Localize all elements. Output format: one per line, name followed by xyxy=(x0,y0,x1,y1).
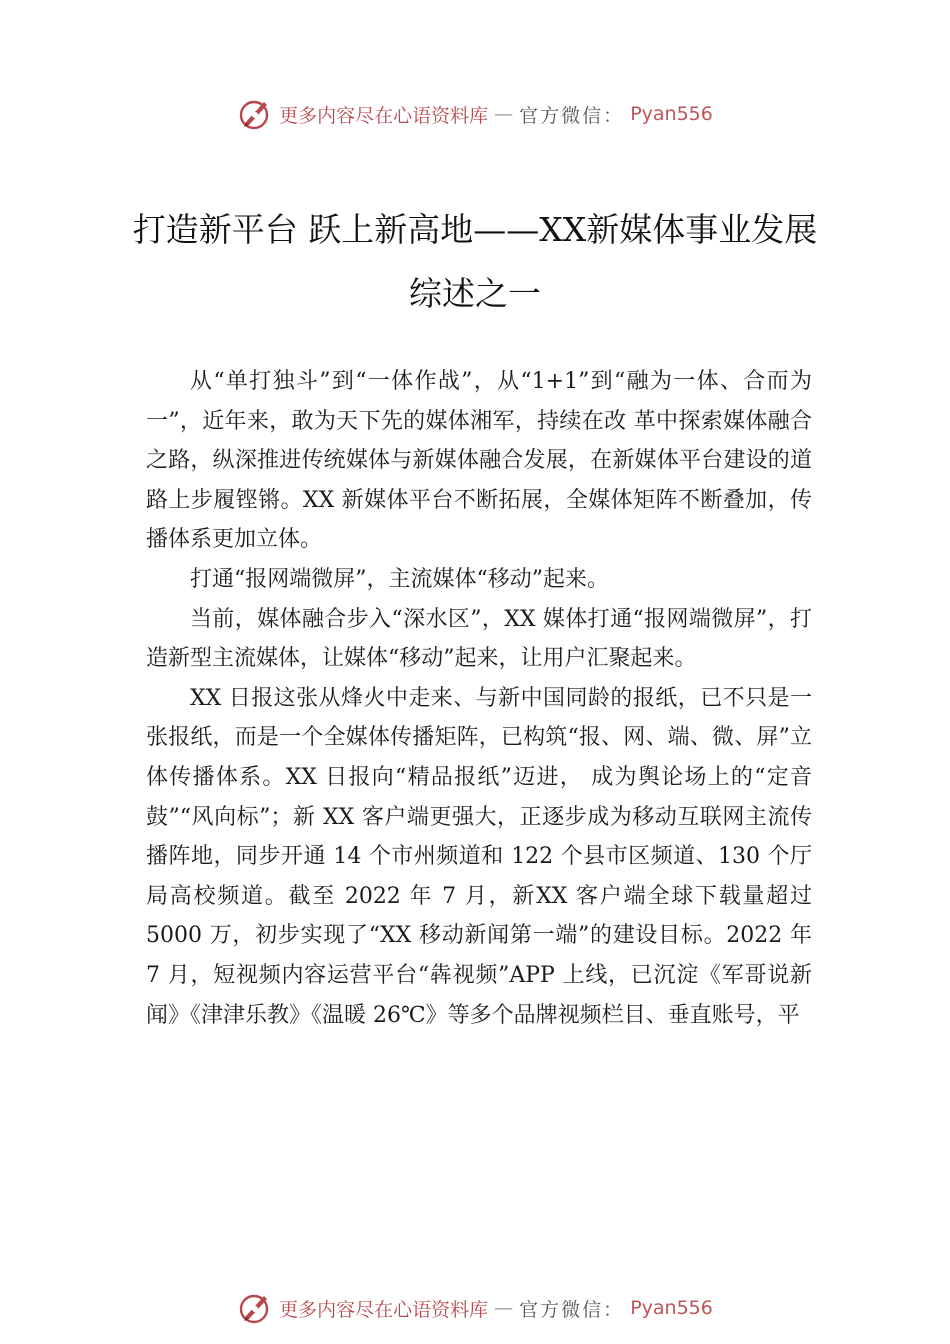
watermark-label: 官方微信： xyxy=(519,104,625,127)
watermark-main-text: 更多内容尽在心语资料库 xyxy=(279,104,489,127)
pen-logo-icon xyxy=(237,96,273,132)
article-body xyxy=(146,362,812,1035)
watermark-banner-top xyxy=(0,94,950,134)
paragraph: 打通“报网端微屏”，主流媒体“移动”起来。 xyxy=(190,566,609,592)
watermark-banner-bottom xyxy=(0,1288,950,1328)
article-title: 打造新平台 跃上新高地——XX新媒体事业发展综述之一 xyxy=(132,210,818,313)
watermark-wechat-id: Pyan556 xyxy=(630,1297,713,1319)
watermark-dash: — xyxy=(494,103,514,125)
paragraph: 当前，媒体融合步入“深水区”，XX 媒体打通“报网端微屏”，打造新型主流媒体，让媒体“移动”起来，让用户汇聚起来。 xyxy=(146,606,812,672)
watermark-label: 官方微信： xyxy=(519,1298,625,1321)
pen-logo-icon xyxy=(237,1290,273,1326)
watermark-wechat-id: Pyan556 xyxy=(630,103,713,125)
watermark-dash: — xyxy=(494,1297,514,1319)
watermark-main-text: 更多内容尽在心语资料库 xyxy=(279,1298,489,1321)
paragraph: 从“单打独斗”到“一体作战”，从“1+1”到“融为一体、合而为一”，近年来，敢为天下先的媒体湘军，持续在改 革中探索媒体融合之路，纵深推进传统媒体与新媒体融合发展，在新媒体平台建设的道路上步履铿锵。XX 新媒体平台不断拓展，全媒体矩阵不断叠加，传播体系更加立体。 xyxy=(146,369,812,553)
paragraph: XX 日报这张从烽火中走来、与新中国同龄的报纸，已不只是一张报纸，而是一个全媒体传播矩阵，已构筑“报、网、端、微、屏”立体传播体系。XX 日报向“精品报纸”迈进， 成为舆论场上的“定音鼓”“风向标”；新 XX 客户端更强大，正逐步成为移动互联网主流传播阵地，同步开通 14 个市州频道和 122 个县市区频道、130 个厅局高校频道。截至 2022 年 7 月，新XX 客户端全球下载量超过 5000 万，初步实现了“XX 移动新闻第一端”的建设目标。2022 年 7 月，短视频内容运营平台“犇视频”APP 上线，已沉淀《军哥说新闻》《津津乐教》《温暖 26℃》等多个品牌视频栏目、垂直账号，平 xyxy=(146,685,812,1028)
